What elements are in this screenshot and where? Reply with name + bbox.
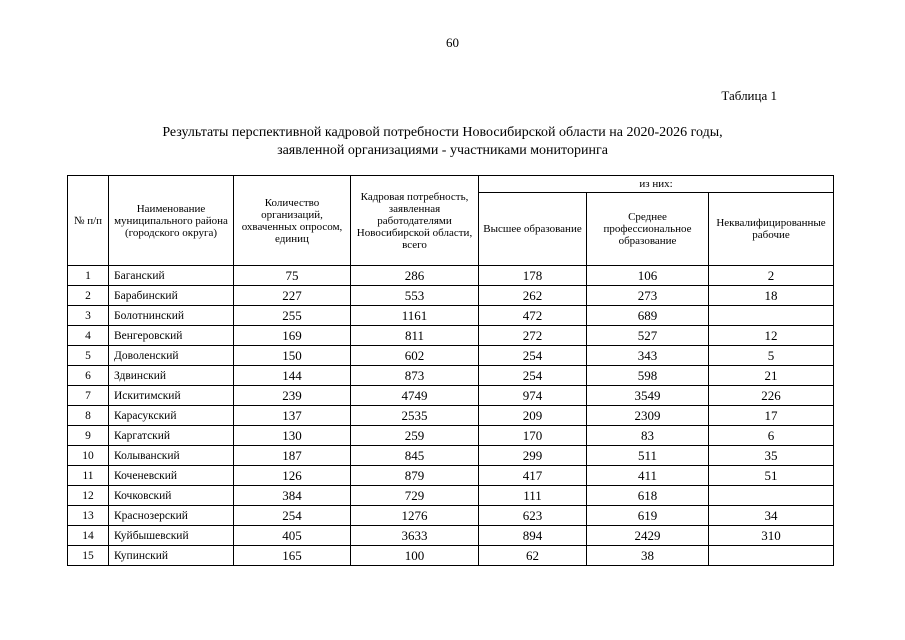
table-row [68, 366, 834, 386]
row-unskilled [709, 306, 834, 326]
row-unskilled: 6 [709, 426, 834, 446]
row-higher: 254 [479, 366, 587, 386]
row-num: 14 [68, 526, 109, 546]
title-line-2: заявленной организациями - участниками мониторинга [277, 143, 608, 158]
row-secondary: 618 [587, 486, 709, 506]
row-secondary: 38 [587, 546, 709, 566]
row-orgs: 137 [234, 406, 351, 426]
row-secondary: 3549 [587, 386, 709, 406]
row-secondary: 689 [587, 306, 709, 326]
row-unskilled: 17 [709, 406, 834, 426]
row-higher: 170 [479, 426, 587, 446]
row-higher: 254 [479, 346, 587, 366]
row-secondary: 411 [587, 466, 709, 486]
table-row [68, 306, 834, 326]
row-secondary: 106 [587, 266, 709, 286]
table-row [68, 546, 834, 566]
row-secondary: 511 [587, 446, 709, 466]
row-higher: 894 [479, 526, 587, 546]
row-num: 10 [68, 446, 109, 466]
row-demand: 729 [351, 486, 479, 506]
table-row [68, 486, 834, 506]
row-num: 2 [68, 286, 109, 306]
row-demand: 3633 [351, 526, 479, 546]
row-num: 12 [68, 486, 109, 506]
row-higher: 417 [479, 466, 587, 486]
row-orgs: 126 [234, 466, 351, 486]
header-num: № п/п [68, 176, 109, 266]
row-orgs: 130 [234, 426, 351, 446]
row-district: Колыванский [109, 446, 234, 466]
row-num: 15 [68, 546, 109, 566]
row-unskilled: 2 [709, 266, 834, 286]
header-demand: Кадровая потребность, заявленная работодателями Новосибирской области, всего [351, 176, 479, 266]
row-num: 5 [68, 346, 109, 366]
row-orgs: 165 [234, 546, 351, 566]
row-unskilled: 34 [709, 506, 834, 526]
row-unskilled: 12 [709, 326, 834, 346]
row-district: Баганский [109, 266, 234, 286]
row-num: 7 [68, 386, 109, 406]
row-higher: 178 [479, 266, 587, 286]
row-district: Здвинский [109, 366, 234, 386]
row-num: 13 [68, 506, 109, 526]
row-orgs: 405 [234, 526, 351, 546]
row-num: 11 [68, 466, 109, 486]
row-secondary: 2429 [587, 526, 709, 546]
row-district: Куйбышевский [109, 526, 234, 546]
row-orgs: 150 [234, 346, 351, 366]
row-num: 1 [68, 266, 109, 286]
row-demand: 811 [351, 326, 479, 346]
row-district: Кочковский [109, 486, 234, 506]
row-unskilled: 310 [709, 526, 834, 546]
row-district: Венгеровский [109, 326, 234, 346]
table-row [68, 286, 834, 306]
row-num: 3 [68, 306, 109, 326]
row-demand: 845 [351, 446, 479, 466]
row-district: Искитимский [109, 386, 234, 406]
row-unskilled: 5 [709, 346, 834, 366]
row-secondary: 598 [587, 366, 709, 386]
header-unskilled: Неквалифицированные рабочие [709, 193, 834, 266]
table-title [0, 124, 905, 160]
row-higher: 262 [479, 286, 587, 306]
row-unskilled: 226 [709, 386, 834, 406]
row-district: Коченевский [109, 466, 234, 486]
row-demand: 4749 [351, 386, 479, 406]
row-num: 9 [68, 426, 109, 446]
row-demand: 553 [351, 286, 479, 306]
row-district: Болотнинский [109, 306, 234, 326]
row-orgs: 144 [234, 366, 351, 386]
table-body [68, 266, 834, 566]
row-num: 6 [68, 366, 109, 386]
header-district: Наименование муниципального района (городского округа) [109, 176, 234, 266]
table-label: Таблица 1 [721, 88, 777, 103]
row-district: Барабинский [109, 286, 234, 306]
row-secondary: 527 [587, 326, 709, 346]
row-demand: 879 [351, 466, 479, 486]
row-orgs: 384 [234, 486, 351, 506]
title-line-1: Результаты перспективной кадровой потребности Новосибирской области на 2020-2026 годы, [162, 125, 723, 140]
table-row [68, 346, 834, 366]
row-demand: 100 [351, 546, 479, 566]
row-orgs: 239 [234, 386, 351, 406]
row-demand: 1276 [351, 506, 479, 526]
table-row [68, 466, 834, 486]
row-district: Краснозерский [109, 506, 234, 526]
row-demand: 286 [351, 266, 479, 286]
row-higher: 209 [479, 406, 587, 426]
row-district: Купинский [109, 546, 234, 566]
row-secondary: 273 [587, 286, 709, 306]
row-unskilled: 21 [709, 366, 834, 386]
table-row [68, 266, 834, 286]
row-unskilled: 18 [709, 286, 834, 306]
row-secondary: 83 [587, 426, 709, 446]
row-district: Карасукский [109, 406, 234, 426]
row-district: Каргатский [109, 426, 234, 446]
header-orgs: Количество организаций, охваченных опросом, единиц [234, 176, 351, 266]
row-higher: 623 [479, 506, 587, 526]
row-higher: 472 [479, 306, 587, 326]
header-secondary: Среднее профессиональное образование [587, 193, 709, 266]
table-row [68, 446, 834, 466]
row-secondary: 2309 [587, 406, 709, 426]
row-higher: 272 [479, 326, 587, 346]
row-unskilled [709, 546, 834, 566]
row-unskilled: 35 [709, 446, 834, 466]
row-secondary: 343 [587, 346, 709, 366]
table-row [68, 526, 834, 546]
row-num: 4 [68, 326, 109, 346]
row-orgs: 169 [234, 326, 351, 346]
row-district: Доволенский [109, 346, 234, 366]
header-of-them: из них: [479, 176, 834, 193]
table-row [68, 506, 834, 526]
row-orgs: 254 [234, 506, 351, 526]
table-row [68, 426, 834, 446]
row-secondary: 619 [587, 506, 709, 526]
row-orgs: 255 [234, 306, 351, 326]
page-number: 60 [446, 35, 459, 50]
row-orgs: 187 [234, 446, 351, 466]
row-unskilled: 51 [709, 466, 834, 486]
row-higher: 974 [479, 386, 587, 406]
demand-table [67, 175, 834, 566]
table-row [68, 386, 834, 406]
row-higher: 62 [479, 546, 587, 566]
row-orgs: 75 [234, 266, 351, 286]
row-orgs: 227 [234, 286, 351, 306]
row-demand: 602 [351, 346, 479, 366]
row-num: 8 [68, 406, 109, 426]
row-demand: 259 [351, 426, 479, 446]
row-demand: 1161 [351, 306, 479, 326]
header-higher: Высшее образование [479, 193, 587, 266]
table-row [68, 326, 834, 346]
row-higher: 111 [479, 486, 587, 506]
row-demand: 873 [351, 366, 479, 386]
row-unskilled [709, 486, 834, 506]
table-row [68, 406, 834, 426]
row-demand: 2535 [351, 406, 479, 426]
row-higher: 299 [479, 446, 587, 466]
